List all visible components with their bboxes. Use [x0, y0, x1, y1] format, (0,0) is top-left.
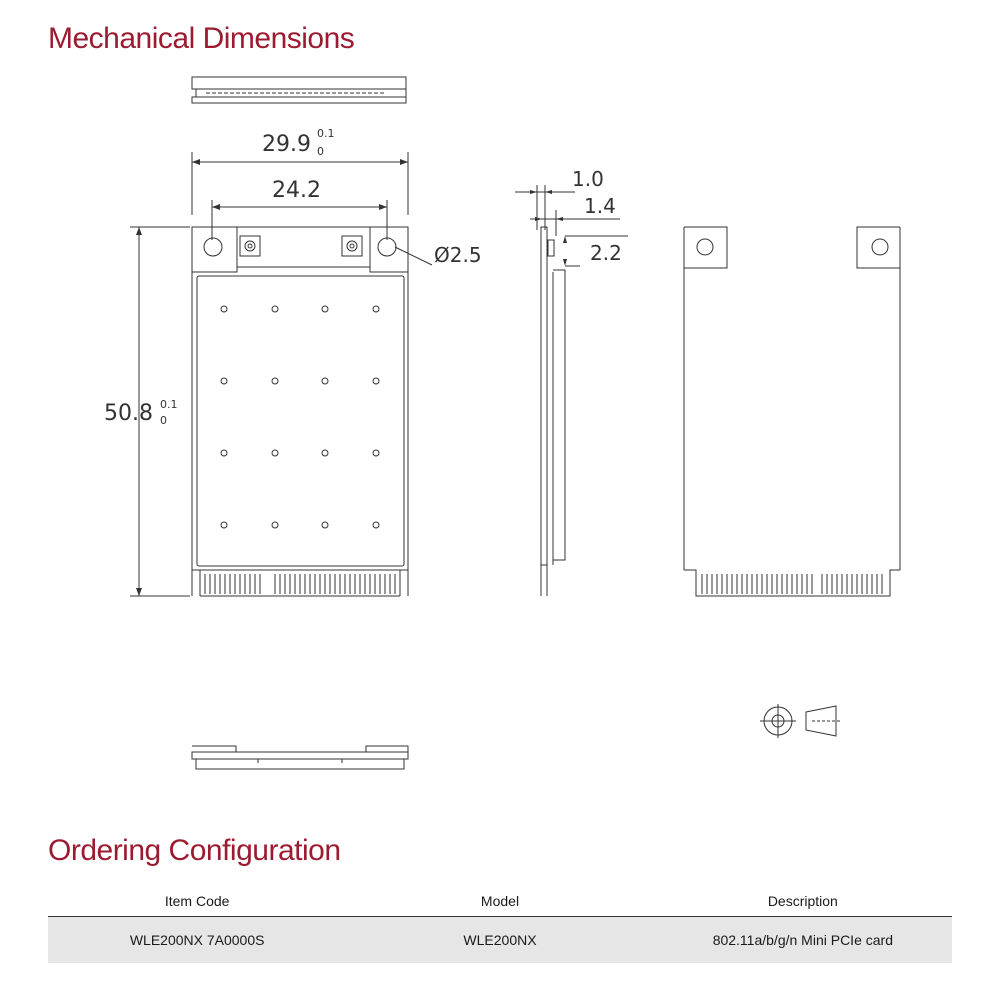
cell-item-code: WLE200NX 7A0000S: [48, 917, 346, 964]
side-view: [515, 167, 628, 596]
width-value: 29.9: [262, 132, 311, 157]
back-connector-pins: [702, 574, 882, 594]
column-header-model: Model: [346, 885, 653, 917]
mount-point: [272, 522, 278, 528]
side-dim-b: 1.4: [584, 194, 616, 218]
ordering-configuration-title: Ordering Configuration: [48, 834, 341, 867]
side-dim-c: 2.2: [590, 241, 622, 265]
front-view: [192, 227, 482, 596]
mount-point: [373, 522, 379, 528]
hole-diameter-label: Ø2.5: [434, 243, 482, 267]
cell-model: WLE200NX: [346, 917, 653, 964]
mount-point: [322, 450, 328, 456]
table-header-row: [48, 885, 952, 917]
mount-point: [272, 450, 278, 456]
hole-span-value: 24.2: [272, 178, 321, 203]
mount-point: [221, 522, 227, 528]
edge-connector-pins: [205, 574, 395, 594]
mount-point: [373, 378, 379, 384]
height-tolerance-down: 0: [160, 414, 167, 427]
column-header-description: Description: [654, 885, 952, 917]
mount-point: [221, 450, 227, 456]
mount-point: [272, 306, 278, 312]
ordering-table: [48, 885, 952, 963]
back-view: [684, 227, 900, 596]
cell-description: 802.11a/b/g/n Mini PCIe card: [654, 917, 952, 964]
side-dim-a: 1.0: [572, 167, 604, 191]
projection-symbol: [760, 704, 840, 738]
mount-point: [221, 378, 227, 384]
height-dimension: [104, 227, 190, 596]
mount-point: [373, 306, 379, 312]
mount-point: [322, 378, 328, 384]
column-header-item-code: Item Code: [48, 885, 346, 917]
bottom-edge-view: [192, 746, 408, 769]
width-tolerance-down: 0: [317, 145, 324, 158]
mount-point: [322, 522, 328, 528]
shield-mount-points: [221, 306, 379, 528]
mount-point: [272, 378, 278, 384]
table-row: [48, 917, 952, 964]
mount-point: [322, 306, 328, 312]
width-tolerance-up: 0.1: [317, 127, 335, 140]
hole-span-dimension: [212, 178, 387, 240]
mount-point: [221, 306, 227, 312]
mount-point: [373, 450, 379, 456]
height-value: 50.8: [104, 401, 153, 426]
height-tolerance-up: 0.1: [160, 398, 178, 411]
top-edge-view: [192, 77, 406, 103]
mechanical-dimensions-title: Mechanical Dimensions: [48, 22, 355, 55]
